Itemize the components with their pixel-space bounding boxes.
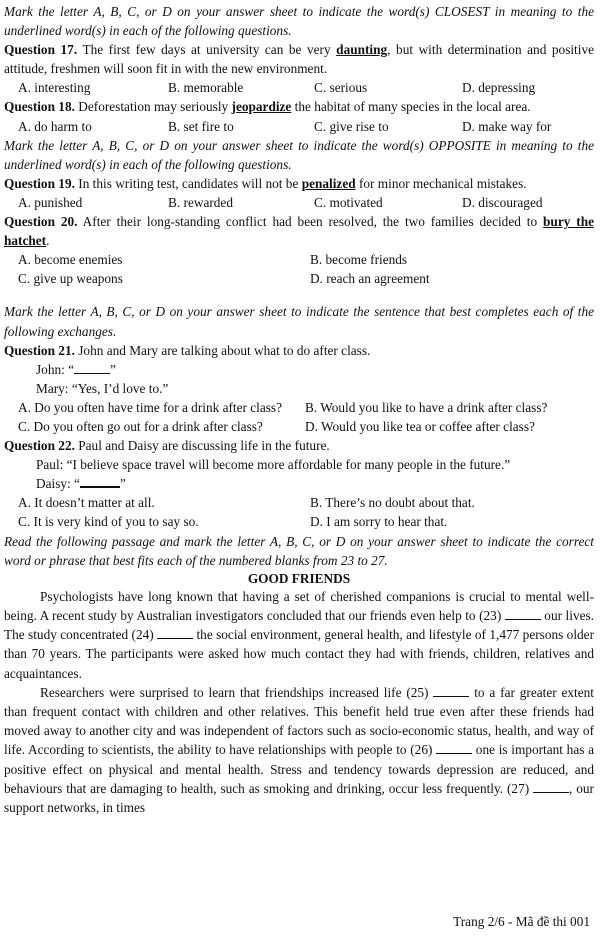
instruction-opposite: Mark the letter A, B, C, or D on your answer sheet to indicate the word(s) OPPOSITE in meaning to the underlined word(s) in each of the following questions. (4, 137, 594, 172)
dialogue-line-daisy (4, 474, 594, 493)
question-20-underlined: bury the hatchet (4, 214, 594, 249)
question-21-text: John and Mary are talking about what to do after class. (74, 342, 371, 358)
option-c[interactable]: C. serious (314, 80, 368, 96)
passage-text: the social environment, general health, and lifestyle of 1,477 persons older than 70 years. The participants were asked how much contact they had with friends, children, relatives and acquaintances. (4, 627, 594, 681)
question-19 (4, 174, 594, 193)
option-d[interactable]: D. I am sorry to hear that. (310, 514, 448, 530)
question-19-underlined: penalized (301, 175, 356, 191)
option-a[interactable]: A. It doesn’t matter at all. (18, 495, 155, 511)
blank-24 (157, 627, 193, 639)
question-18-label: Question 18. (4, 99, 75, 115)
john-line-pre: John: “ (36, 361, 75, 377)
question-20-text-pre: After their long-standing conflict had been resolved, the two families decided to (77, 214, 544, 230)
question-20-text-post: . (46, 233, 50, 249)
option-c[interactable]: C. motivated (314, 194, 383, 210)
john-line-post: ” (110, 361, 116, 377)
option-a[interactable]: A. become enemies (18, 252, 123, 268)
option-c[interactable]: C. give rise to (314, 118, 389, 134)
question-19-text-post: for minor mechanical mistakes. (355, 175, 527, 191)
passage-paragraph-2 (4, 683, 594, 817)
instruction-exchanges: Mark the letter A, B, C, or D on your answer sheet to indicate the sentence that best completes each of the following exchanges. (4, 304, 594, 339)
question-17-underlined: daunting (336, 42, 388, 58)
question-22 (4, 436, 594, 455)
question-22-options-row2 (4, 512, 594, 531)
question-17 (4, 40, 594, 78)
question-18-text-post: the habitat of many species in the local area. (291, 99, 531, 115)
option-b[interactable]: B. become friends (310, 252, 408, 268)
option-b[interactable]: B. memorable (168, 80, 244, 96)
page-footer: Trang 2/6 - Mã đề thi 001 (453, 914, 590, 929)
blank-26 (436, 742, 472, 754)
option-d[interactable]: D. reach an agreement (310, 271, 430, 287)
daisy-line-post: ” (119, 476, 126, 492)
question-20-options-row1 (4, 250, 594, 269)
dialogue-line-john (4, 360, 594, 379)
instruction-passage: Read the following passage and mark the letter A, B, C, or D on your answer sheet to indicate the correct word or phrase that best fits each of the numbered blanks from 23 to 27. (4, 533, 594, 568)
question-19-label: Question 19. (4, 175, 75, 191)
option-b[interactable]: B. set fire to (168, 118, 234, 134)
question-18-text-pre: Deforestation may seriously (74, 99, 232, 115)
dialogue-line-paul: Paul: “I believe space travel will become more affordable for many people in the future.” (36, 457, 511, 473)
blank-25 (433, 685, 469, 697)
option-c[interactable]: C. give up weapons (18, 271, 123, 287)
option-b[interactable]: B. There’s no doubt about that. (310, 495, 475, 511)
instruction-closest: Mark the letter A, B, C, or D on your answer sheet to indicate the word(s) CLOSEST in meaning to the underlined word(s) in each of the following questions. (4, 4, 594, 39)
question-21-label: Question 21. (4, 342, 75, 358)
passage-paragraph-1 (4, 587, 594, 683)
question-18 (4, 97, 594, 116)
answer-blank (80, 475, 120, 488)
passage-text: one is important has a positive effect on physical and mental health. Stress and tendency towards depression are reduced, and behaviours that are damaging to health, such as smoking and drinking, occur less frequently. (27) (4, 742, 594, 796)
blank-27 (533, 781, 569, 793)
option-c[interactable]: C. Do you often go out for a drink after class? (18, 418, 263, 434)
question-21 (4, 341, 594, 360)
option-a[interactable]: A. punished (18, 194, 83, 210)
question-18-underlined: jeopardize (231, 99, 292, 115)
question-17-text-pre: The first few days at university can be very (77, 42, 337, 58)
passage-title: GOOD FRIENDS (247, 570, 351, 586)
blank-23 (505, 608, 541, 620)
passage-text: Psychologists have long known that having a set of cherished companions is crucial to mental well-being. A recent study by Australian investigators concluded that our friends even help to (23) (4, 588, 594, 623)
question-18-options (4, 117, 594, 136)
option-d[interactable]: D. depressing (462, 80, 536, 96)
section-gap (4, 288, 594, 302)
question-22-text: Paul and Daisy are discussing life in the future. (74, 438, 330, 454)
passage-text: , our support networks, in times (4, 780, 594, 815)
option-d[interactable]: D. Would you like tea or coffee after class? (305, 418, 535, 434)
question-22-options-row1 (4, 493, 594, 512)
question-20-options-row2 (4, 269, 594, 288)
option-a[interactable]: A. interesting (18, 80, 91, 96)
option-b[interactable]: B. Would you like to have a drink after class? (305, 399, 548, 415)
question-17-text-post: , but with determination and positive attitude, freshmen will soon fit in with the new environment. (4, 42, 594, 77)
question-17-label: Question 17. (4, 42, 78, 58)
option-d[interactable]: D. make way for (462, 118, 552, 134)
passage-text: our lives. The study concentrated (24) (4, 607, 594, 643)
question-17-options (4, 78, 594, 97)
option-b[interactable]: B. rewarded (168, 194, 233, 210)
question-19-text-pre: In this writing test, candidates will not be (74, 175, 302, 191)
option-a[interactable]: A. do harm to (18, 118, 92, 134)
question-21-options-row1 (4, 398, 594, 417)
option-a[interactable]: A. Do you often have time for a drink after class? (18, 399, 282, 415)
question-21-options-row2 (4, 417, 594, 436)
question-20 (4, 212, 594, 250)
question-19-options (4, 193, 594, 212)
daisy-line-pre: Daisy: “ (36, 476, 80, 492)
answer-blank (74, 362, 110, 374)
dialogue-line-mary: Mary: “Yes, I’d love to.” (36, 380, 169, 396)
question-22-label: Question 22. (4, 438, 75, 454)
passage-text: Researchers were surprised to learn that friendships increased life (25) (40, 684, 434, 700)
passage-text: to a far greater extent than frequent contact with children and other relatives. This benefit held true even after these friends had moved away to another city and was independent of factors such as socio-economic status, health, and way of life. According to scientists, the ability to have relationships with people to (26) (4, 684, 594, 758)
exam-page (4, 2, 594, 817)
option-c[interactable]: C. It is very kind of you to say so. (18, 514, 199, 530)
option-d[interactable]: D. discouraged (462, 194, 543, 210)
question-20-label: Question 20. (4, 214, 78, 230)
